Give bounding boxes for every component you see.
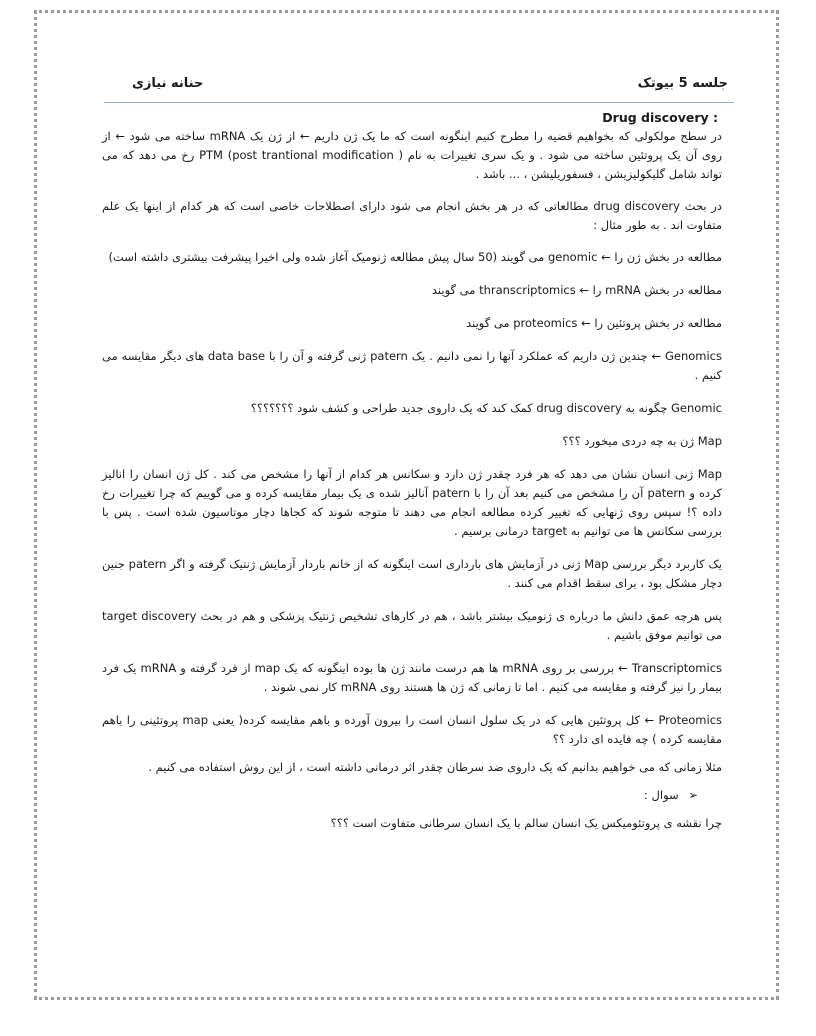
paragraph-drug-discovery: در بحث drug discovery مطالعاتی که در هر بخش انجام می شود دارای اصطلاحات خاصی است که هر کدام از اینها یک علم متفاوت اند . به طور مثال : — [102, 199, 723, 232]
paragraph-map-question: Map ژن به چه دردی میخورد ؟؟؟ — [562, 434, 722, 448]
paragraph-knowledge: پس هرچه عمق دانش ما درباره ی ژنومیک بیشتر باشد ، هم در کارهای تشخیص ژنتیک پزشکی و هم در بحث target discovery می توانیم موفق باشیم . — [102, 609, 722, 642]
paragraph-genomic-def: مطالعه در بخش ژن را ← genomic می گویند (50 سال پیش مطالعه ژنومیک آغاز شده ولی اخیرا پیشرفت بیشتری داشته است) — [108, 250, 722, 264]
paragraph-cancer-drug: مثلا زمانی که می خواهیم بدانیم که یک داروی ضد سرطان چقدر اثر درمانی داشته است ، از این روش استفاده می کنیم . — [148, 760, 722, 774]
question-label: سوال : — [644, 788, 679, 802]
paragraph-map: Map ژنی انسان نشان می دهد که هر فرد چقدر ژن دارد و سکانس هر کدام از آنها را مشخص می کند . کل ژن انسان را انالیز کرده و patern آن را مشخص می کنیم بعد آن را با patern آنالیز شده ی یک بیمار مقایسه کرده و می گوییم که چرا تغییرات رخ داده ؟! سپس روی ژنهایی که تغییر کرده مطالعه انجام می دهند تا متوجه شوند که کجاها دچار موتاسیون شده است . پس با بررسی سکانس ها می توانیم به target درمانی برسیم . — [102, 467, 722, 538]
question-text: چرا نقشه ی پروتئومیکس یک انسان سالم با یک انسان سرطانی متفاوت است ؟؟؟ — [330, 816, 722, 830]
arrow-bullet-icon: ➢ — [688, 788, 698, 802]
session-title: جلسه 5 بیوتک — [637, 76, 728, 91]
paragraph-molecular: در سطح مولکولی که بخواهیم قضیه را مطرح کنیم اینگونه است که ما یک ژن داریم ← از ژن یک mRNA ساخته می شود ← از روی آن یک پروتئین ساخته می شود . و یک سری تغییرات به نام PTM (post trantional modification ) رخ می دهد که می تواند شامل گلیکولیزیشن ، فسفوریلیشن ، ... باشد . — [102, 129, 723, 181]
paragraph-genomics: Genomics ← چندین ژن داریم که عملکرد آنها را نمی دانیم . یک patern ژنی گرفته و آن را با data base های دیگر مقایسه می کنیم . — [102, 349, 722, 382]
author-name: حنانه نیازی — [132, 76, 204, 91]
paragraph-transcriptomics-def: مطالعه در بخش mRNA را ← thranscriptomics می گویند — [431, 283, 722, 297]
document-body — [102, 108, 722, 833]
section-title: Drug discovery : — [602, 110, 718, 125]
paragraph-proteomics: Proteomics ← کل پروتئین هایی که در یک سلول انسان است را بیرون آورده و باهم مقایسه کرده( یعنی map پروتئینی را باهم مقایسه کرده ) چه فایده ای دارد ؟؟ — [102, 713, 723, 746]
question-heading — [102, 786, 722, 805]
paragraph-genomic-question: Genomic چگونه به drug discovery کمک کند که یک داروی جدید طراحی و کشف شود ؟؟؟؟؟؟؟ — [250, 401, 722, 415]
paragraph-pregnancy: یک کاربرد دیگر بررسی Map ژنی در آزمایش های بارداری است اینگونه که از خانم باردار آزمایش ژنتیک گرفته و اگر patern جنین دچار مشکل بود ، برای سقط اقدام می کنند . — [102, 557, 722, 590]
paragraph-transcriptomics: Transcriptomics ← بررسی بر روی mRNA ها هم درست مانند ژن ها بوده اینگونه که یک map از فرد گرفته و mRNA یک فرد بیمار را نیز گرفته و مقایسه می کنیم . اما تا زمانی که ژن ها هستند روی mRNA کار نمی شوند . — [102, 661, 723, 694]
page-header — [104, 70, 734, 103]
paragraph-proteomics-def: مطالعه در بخش پروتئین را ← proteomics می گویند — [466, 316, 722, 330]
